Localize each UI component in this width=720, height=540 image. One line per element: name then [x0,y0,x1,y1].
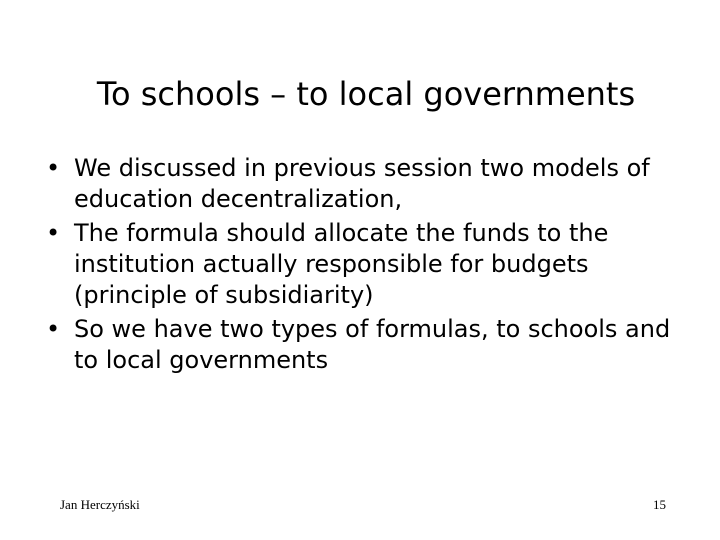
slide-title: To schools – to local governments [96,75,636,113]
bullet-icon: • [46,154,61,182]
bullet-text: So we have two types of formulas, to schools and to local governments [74,315,671,374]
bullet-item [46,218,686,311]
bullet-icon: • [46,219,61,247]
bullet-text: The formula should allocate the funds to the institution actually responsible for budgets (principle of subsidiarity) [74,219,609,309]
footer-author: Jan Herczyński [60,497,140,512]
bullet-list [46,153,686,379]
bullet-item [46,314,686,376]
page-number: 15 [653,497,666,512]
bullet-icon: • [46,315,61,343]
bullet-item [46,153,686,215]
bullet-text: We discussed in previous session two models of education decentralization, [74,154,650,213]
